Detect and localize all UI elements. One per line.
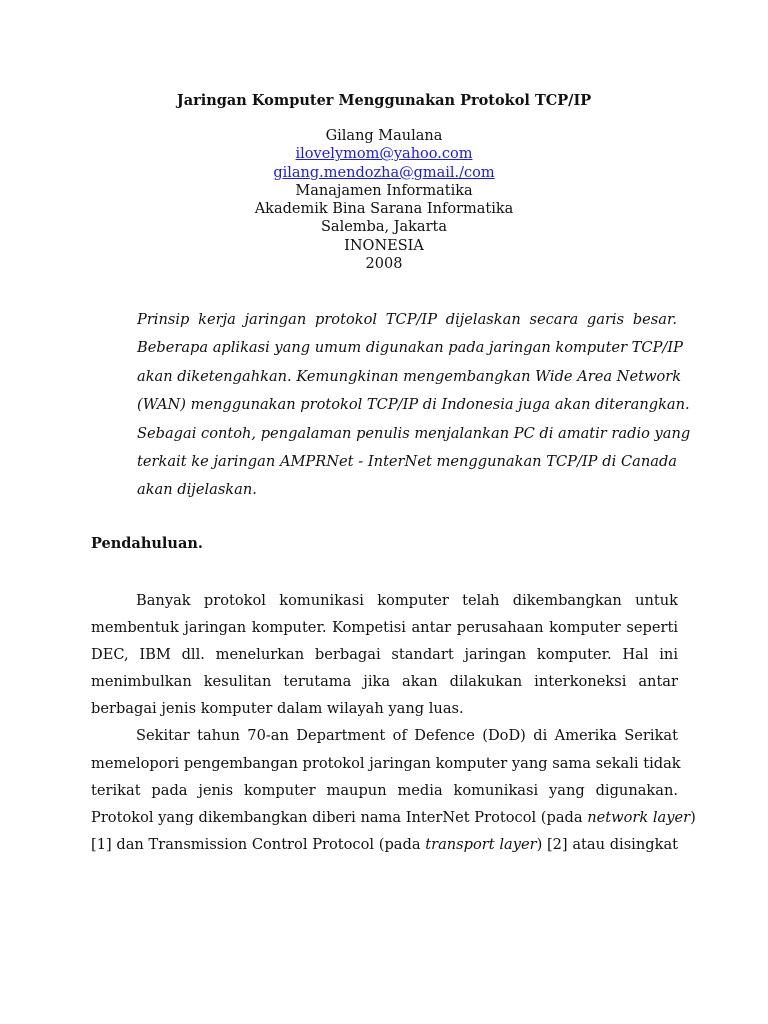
transport-layer-term: transport layer [425, 835, 537, 853]
paragraph-1-line: Banyak protokol komunikasi komputer telah dikembangkan untuk [136, 592, 678, 609]
paragraph-2-line: Sekitar tahun 70-an Department of Defence (DoD) di Amerika Serikat [136, 727, 678, 745]
abstract-line: Sebagai contoh, pengalaman penulis menjalankan PC di amatir radio yang [137, 424, 691, 442]
author-country: INONESIA [344, 237, 424, 254]
paragraph-1-line: membentuk jaringan komputer. Kompetisi antar perusahaan komputer seperti [91, 619, 678, 637]
paragraph-1-line: DEC, IBM dll. menelurkan berbagai standart jaringan komputer. Hal ini [91, 646, 678, 664]
abstract-line: Beberapa aplikasi yang umum digunakan pada jaringan komputer TCP/IP [137, 339, 683, 357]
paragraph-2-line-4-close: ) [690, 808, 696, 826]
abstract [137, 306, 691, 505]
author-email-link-2[interactable]: gilang.mendozha@gmail./com [273, 164, 495, 181]
paragraph-2-line-5-close: ) [2] atau disingkat [536, 835, 679, 853]
paragraph-2-line: memelopori pengembangan protokol jaringan komputer yang sama sekali tidak [91, 754, 681, 772]
paragraph-2-line [91, 831, 678, 858]
author-department: Manajamen Informatika [295, 182, 473, 199]
author-block [0, 127, 768, 273]
paragraph-1-line: berbagai jenis komputer dalam wilayah yang luas. [91, 700, 464, 718]
author-location: Salemba, Jakarta [321, 219, 447, 236]
abstract-line: Prinsip kerja jaringan protokol TCP/IP dijelaskan secara garis besar. [137, 311, 677, 328]
author-name: Gilang Maulana [325, 128, 443, 144]
paragraph-1-line: menimbulkan kesulitan terutama jika akan dilakukan interkoneksi antar [91, 673, 678, 691]
network-layer-term: network layer [587, 808, 691, 826]
abstract-line: terkait ke jaringan AMPRNet - InterNet menggunakan TCP/IP di Canada [137, 453, 677, 471]
paragraph-2-line-5-text: [1] dan Transmission Control Protocol (pada [91, 835, 426, 853]
author-email-link-1[interactable]: ilovelymom@yahoo.com [295, 146, 473, 163]
section-heading: Pendahuluan. [91, 535, 203, 552]
paragraph-2-line: terikat pada jenis komputer maupun media komunikasi yang digunakan. [91, 781, 678, 799]
author-institution: Akademik Bina Sarana Informatika [254, 201, 514, 218]
abstract-line: akan diketengahkan. Kemungkinan mengembangkan Wide Area Network [137, 367, 682, 385]
paragraph-2-line [91, 804, 696, 831]
paragraph-2-line-4-text: Protokol yang dikembangkan diberi nama InterNet Protocol (pada [91, 808, 588, 826]
abstract-line: akan dijelaskan. [137, 481, 257, 499]
author-year: 2008 [365, 256, 403, 273]
document-title: Jaringan Komputer Menggunakan Protokol TCP/IP [176, 92, 592, 109]
abstract-line: (WAN) menggunakan protokol TCP/IP di Indonesia juga akan diterangkan. [137, 396, 690, 414]
body-text [91, 587, 696, 858]
